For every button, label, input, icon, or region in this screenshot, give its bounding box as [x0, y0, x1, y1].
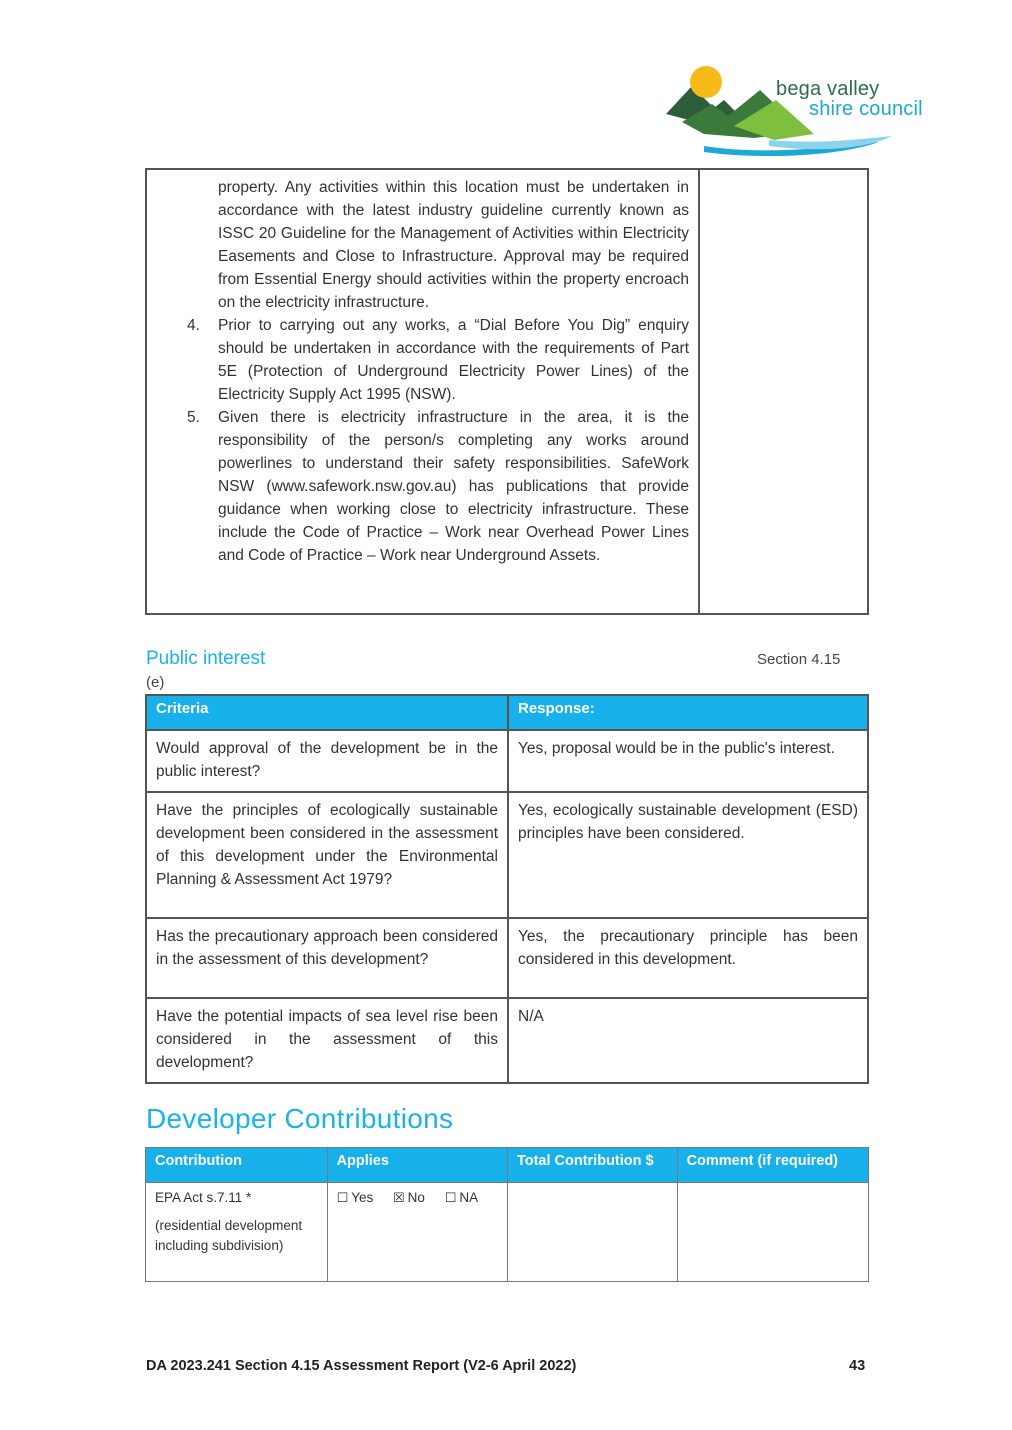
response-cell: Yes, proposal would be in the public's interest. [508, 730, 868, 792]
table-row [146, 998, 868, 1083]
column-header-criteria: Criteria [146, 695, 508, 730]
response-cell: N/A [508, 998, 868, 1083]
contribution-cell [146, 1183, 328, 1282]
column-header-comment: Comment (if required) [677, 1148, 868, 1183]
column-header-applies: Applies [327, 1148, 507, 1183]
list-text: Given there is electricity infrastructure in the area, it is the responsibility of the person/s completing any works around powerlines to understand their safety responsibilities. SafeWork NSW (www.safework.nsw.gov.au) has publications that provide guidance when working close to electricity infrastructure. These include the Code of Practice – Work near Overhead Power Lines and Code of Practice – Work near Underground Assets. [218, 409, 689, 564]
comment-cell [677, 1183, 868, 1282]
conditions-list [147, 170, 698, 567]
subsection-label: (e) [146, 674, 165, 691]
empty-cell [699, 169, 868, 614]
list-number: 4. [187, 317, 200, 334]
contribution-description: (residential development including subdivision) [155, 1218, 303, 1253]
continued-conditions-table [145, 168, 869, 615]
checkbox-no[interactable] [393, 1188, 425, 1208]
checkbox-label: NA [459, 1190, 479, 1205]
checkbox-yes[interactable] [337, 1188, 374, 1208]
developer-contributions-table [145, 1147, 869, 1282]
response-cell: Yes, the precautionary principle has been considered in this development. [508, 918, 868, 998]
footer-document-title: DA 2023.241 Section 4.15 Assessment Report (V2-6 April 2022) [146, 1358, 577, 1374]
list-item [147, 314, 689, 406]
table-header-row [146, 695, 868, 730]
criteria-cell: Have the principles of ecologically sustainable development been considered in the assessment of this development under the Environmental Planning & Assessment Act 1979? [146, 792, 508, 918]
logo-text-line1: bega valley [776, 78, 880, 100]
criteria-cell: Has the precautionary approach been considered in the assessment of this development? [146, 918, 508, 998]
checkbox-label: Yes [351, 1190, 374, 1205]
public-interest-table [145, 694, 869, 1084]
table-row [146, 792, 868, 918]
column-header-total: Total Contribution $ [507, 1148, 677, 1183]
list-number: 5. [187, 409, 200, 426]
checkbox-unchecked-icon: ☐ [444, 1190, 457, 1205]
table-row [146, 169, 868, 614]
total-contribution-cell [507, 1183, 677, 1282]
contribution-name: EPA Act s.7.11 * [155, 1190, 252, 1205]
table-header-row [146, 1148, 869, 1183]
table-row [146, 1183, 869, 1282]
criteria-cell: Have the potential impacts of sea level rise been considered in the assessment of this development? [146, 998, 508, 1083]
conditions-cell [146, 169, 699, 614]
section-heading: Public interest [146, 648, 266, 669]
response-cell: Yes, ecologically sustainable development (ESD) principles have been considered. [508, 792, 868, 918]
list-item [147, 406, 689, 567]
table-row [146, 730, 868, 792]
list-item [147, 176, 689, 314]
list-text: Prior to carrying out any works, a “Dial Before You Dig” enquiry should be undertaken in accordance with the requirements of Part 5E (Protection of Underground Electricity Power Lines) of the Electricity Supply Act 1995 (NSW). [218, 317, 689, 403]
section-reference: Section 4.15 [757, 651, 841, 668]
checkbox-unchecked-icon: ☐ [336, 1190, 349, 1205]
checkbox-na[interactable] [445, 1188, 478, 1208]
page-number: 43 [849, 1358, 866, 1374]
table-row [146, 918, 868, 998]
checkbox-checked-icon: ☒ [393, 1190, 405, 1205]
criteria-cell: Would approval of the development be in the public interest? [146, 730, 508, 792]
list-text: property. Any activities within this location must be undertaken in accordance with the latest industry guideline currently known as ISSC 20 Guideline for the Management of Activities within Electricity Easements and Close to Infrastructure. Approval may be required from Essential Energy should activities within the property encroach on the electricity infrastructure. [218, 179, 689, 311]
column-header-contribution: Contribution [146, 1148, 328, 1183]
section-heading: Developer Contributions [146, 1103, 454, 1134]
logo-text-line2: shire council [809, 98, 923, 120]
column-header-response: Response: [508, 695, 868, 730]
checkbox-label: No [407, 1190, 425, 1205]
applies-cell [327, 1183, 507, 1282]
